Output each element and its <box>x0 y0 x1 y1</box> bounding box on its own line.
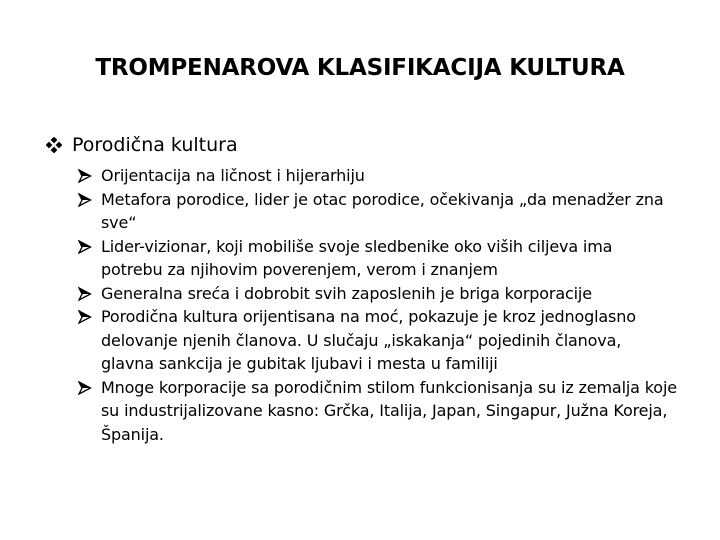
section-label: Porodična kultura <box>72 134 238 156</box>
arrow-bullet-icon <box>78 169 92 183</box>
list-item-text: Mnoge korporacije sa porodičnim stilom funkcionisanja su iz zemalja koje su industrijalizovane kasno: Grčka, Italija, Japan, Singapur, Južna Koreja, Španija. <box>101 377 677 444</box>
arrow-bullet-icon <box>78 240 92 254</box>
list-item-text: Orijentacija na ličnost i hijerarhiju <box>101 166 365 185</box>
bullet-list <box>78 164 678 446</box>
list-item-text: Lider-vizionar, koji mobiliše svoje sledbenike oko viših ciljeva ima potrebu za njihovim poverenjem, verom i znanjem <box>101 236 613 279</box>
list-item-text: Generalna sreća i dobrobit svih zaposlenih je briga korporacije <box>101 283 592 303</box>
arrow-bullet-icon <box>78 287 92 301</box>
list-item <box>78 188 678 235</box>
arrow-bullet-icon <box>78 193 92 207</box>
list-item <box>78 305 678 376</box>
diamond-bullet-icon <box>46 137 62 153</box>
list-item <box>78 282 678 306</box>
list-item <box>78 164 678 188</box>
section-heading <box>46 131 238 159</box>
list-item <box>78 376 678 447</box>
arrow-bullet-icon <box>78 381 92 395</box>
list-item <box>78 235 678 282</box>
list-item-text: Metafora porodice, lider je otac porodice, očekivanja „da menadžer zna sve“ <box>101 189 664 232</box>
slide-title: TROMPENAROVA KLASIFIKACIJA KULTURA <box>95 55 625 81</box>
list-item-text: Porodična kultura orijentisana na moć, pokazuje je kroz jednoglasno delovanje njenih članova. U slučaju „iskakanja“ pojedinih članova, glavna sankcija je gubitak ljubavi i mesta u familiji <box>101 307 636 373</box>
arrow-bullet-icon <box>78 310 92 324</box>
